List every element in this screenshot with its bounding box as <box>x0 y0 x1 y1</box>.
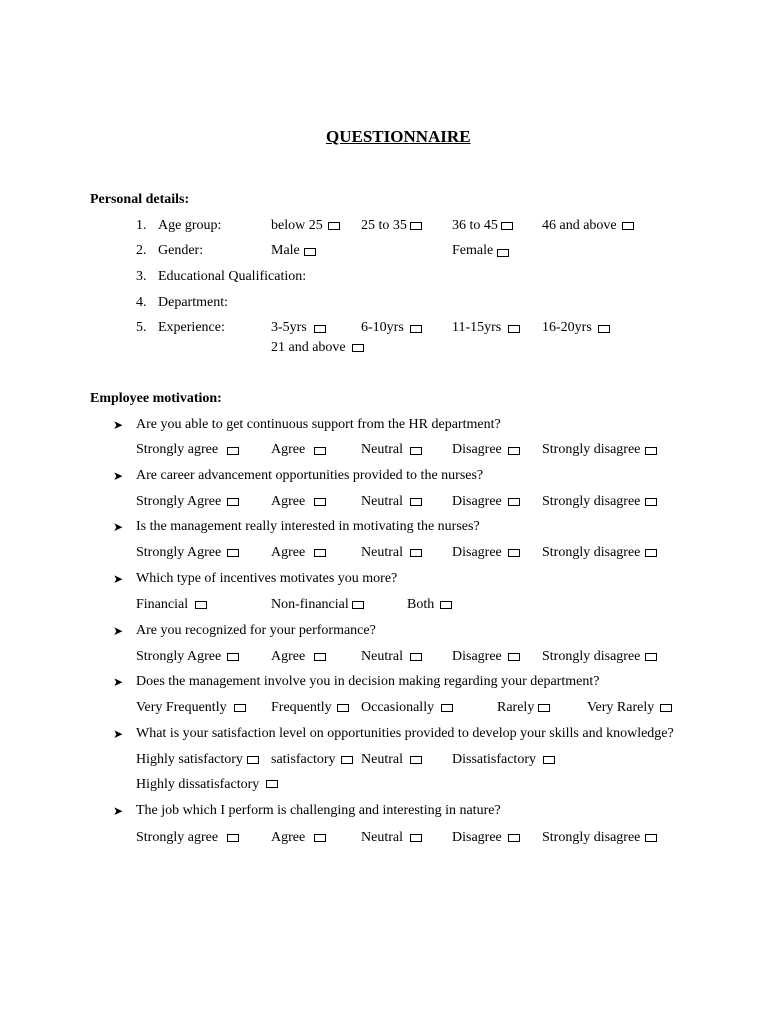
arrowhead-bullet-icon: ➤ <box>113 804 124 818</box>
item-number: 3. <box>136 269 147 284</box>
option-label: Disagree <box>452 649 502 664</box>
question-text: Are you recognized for your performance? <box>136 623 376 638</box>
option-label: Neutral <box>361 752 403 767</box>
page-title: QUESTIONNAIRE <box>326 127 471 146</box>
option-label: Disagree <box>452 442 502 457</box>
experience-16-20-checkbox[interactable] <box>598 325 610 333</box>
question-text: Which type of incentives motivates you more? <box>136 571 398 586</box>
q8-strongly-disagree-checkbox[interactable] <box>645 834 657 842</box>
experience-option-label: 21 and above <box>271 340 346 355</box>
q7-dissatisfactory-checkbox[interactable] <box>543 756 555 764</box>
gender-male-checkbox[interactable] <box>304 248 316 256</box>
question-text: Are career advancement opportunities provided to the nurses? <box>136 468 484 483</box>
option-label: Strongly disagree <box>542 494 641 509</box>
option-label: Rarely <box>497 700 535 715</box>
age-25-35-checkbox[interactable] <box>410 222 422 230</box>
personal-details-heading: Personal details: <box>90 192 190 207</box>
age-option-label: below 25 <box>271 218 323 233</box>
option-label: Strongly agree <box>136 830 219 845</box>
experience-option-label: 3-5yrs <box>271 320 307 335</box>
q6-rarely-checkbox[interactable] <box>538 704 550 712</box>
q7-satisfactory-checkbox[interactable] <box>341 756 353 764</box>
option-label: Dissatisfactory <box>452 752 536 767</box>
age-36-45-checkbox[interactable] <box>501 222 513 230</box>
gender-option-label: Female <box>452 243 494 258</box>
experience-11-15-checkbox[interactable] <box>508 325 520 333</box>
q6-very-rarely-checkbox[interactable] <box>660 704 672 712</box>
option-label: Strongly Agree <box>136 649 222 664</box>
question-text: Are you able to get continuous support from the HR department? <box>136 417 501 432</box>
q5-strongly-disagree-checkbox[interactable] <box>645 653 657 661</box>
option-label: Disagree <box>452 830 502 845</box>
arrowhead-bullet-icon: ➤ <box>113 675 124 689</box>
q3-disagree-checkbox[interactable] <box>508 549 520 557</box>
item-number: 4. <box>136 295 147 310</box>
q3-neutral-checkbox[interactable] <box>410 549 422 557</box>
q8-strongly-agree-checkbox[interactable] <box>227 834 239 842</box>
q1-strongly-agree-checkbox[interactable] <box>227 447 239 455</box>
q3-strongly-disagree-checkbox[interactable] <box>645 549 657 557</box>
option-label: Frequently <box>271 700 332 715</box>
option-label: Strongly disagree <box>542 830 641 845</box>
employee-motivation-heading: Employee motivation: <box>90 391 222 406</box>
experience-21-above-checkbox[interactable] <box>352 344 364 352</box>
option-label: Both <box>407 597 435 612</box>
option-label: Strongly disagree <box>542 545 641 560</box>
q7-neutral-checkbox[interactable] <box>410 756 422 764</box>
q2-agree-checkbox[interactable] <box>314 498 326 506</box>
experience-label: Experience: <box>158 320 225 335</box>
arrowhead-bullet-icon: ➤ <box>113 520 124 534</box>
age-46-above-checkbox[interactable] <box>622 222 634 230</box>
age-option-label: 36 to 45 <box>452 218 498 233</box>
option-label: Agree <box>271 545 306 560</box>
option-label: Disagree <box>452 494 502 509</box>
q8-neutral-checkbox[interactable] <box>410 834 422 842</box>
experience-6-10-checkbox[interactable] <box>410 325 422 333</box>
q5-agree-checkbox[interactable] <box>314 653 326 661</box>
question-text: Is the management really interested in motivating the nurses? <box>136 519 480 534</box>
option-label: Strongly Agree <box>136 494 222 509</box>
department-label: Department: <box>158 295 228 310</box>
option-label: Occasionally <box>361 700 435 715</box>
option-label: Agree <box>271 442 306 457</box>
option-label: Agree <box>271 649 306 664</box>
q7-highly-dissatisfactory-checkbox[interactable] <box>266 780 278 788</box>
q5-strongly-agree-checkbox[interactable] <box>227 653 239 661</box>
experience-option-label: 16-20yrs <box>542 320 592 335</box>
option-label: Neutral <box>361 830 403 845</box>
q6-frequently-checkbox[interactable] <box>337 704 349 712</box>
q7-highly-satisfactory-checkbox[interactable] <box>247 756 259 764</box>
gender-female-checkbox[interactable] <box>497 249 509 257</box>
option-label: satisfactory <box>271 752 336 767</box>
q4-non-financial-checkbox[interactable] <box>352 601 364 609</box>
arrowhead-bullet-icon: ➤ <box>113 727 124 741</box>
q5-neutral-checkbox[interactable] <box>410 653 422 661</box>
question-text: Does the management involve you in decision making regarding your department? <box>136 674 600 689</box>
q6-occasionally-checkbox[interactable] <box>441 704 453 712</box>
option-label: Disagree <box>452 545 502 560</box>
option-label: Very Frequently <box>136 700 227 715</box>
q8-agree-checkbox[interactable] <box>314 834 326 842</box>
arrowhead-bullet-icon: ➤ <box>113 572 124 586</box>
age-group-label: Age group: <box>158 218 222 233</box>
age-below-25-checkbox[interactable] <box>328 222 340 230</box>
option-label: Strongly Agree <box>136 545 222 560</box>
q2-neutral-checkbox[interactable] <box>410 498 422 506</box>
education-label: Educational Qualification: <box>158 269 307 284</box>
q1-disagree-checkbox[interactable] <box>508 447 520 455</box>
option-label: Neutral <box>361 649 403 664</box>
option-label: Neutral <box>361 494 403 509</box>
arrowhead-bullet-icon: ➤ <box>113 624 124 638</box>
q1-strongly-disagree-checkbox[interactable] <box>645 447 657 455</box>
option-label: Highly dissatisfactory <box>136 777 260 792</box>
experience-3-5-checkbox[interactable] <box>314 325 326 333</box>
gender-option-label: Male <box>271 243 300 258</box>
option-label: Neutral <box>361 442 403 457</box>
age-option-label: 46 and above <box>542 218 617 233</box>
q3-agree-checkbox[interactable] <box>314 549 326 557</box>
q6-very-frequently-checkbox[interactable] <box>234 704 246 712</box>
item-number: 5. <box>136 320 147 335</box>
q8-disagree-checkbox[interactable] <box>508 834 520 842</box>
option-label: Neutral <box>361 545 403 560</box>
experience-option-label: 11-15yrs <box>452 320 502 335</box>
question-text: The job which I perform is challenging and interesting in nature? <box>136 803 501 818</box>
q1-agree-checkbox[interactable] <box>314 447 326 455</box>
q4-financial-checkbox[interactable] <box>195 601 207 609</box>
experience-option-label: 6-10yrs <box>361 320 404 335</box>
q2-strongly-disagree-checkbox[interactable] <box>645 498 657 506</box>
option-label: Very Rarely <box>587 700 655 715</box>
age-option-label: 25 to 35 <box>361 218 407 233</box>
option-label: Financial <box>136 597 189 612</box>
item-number: 2. <box>136 243 147 258</box>
arrowhead-bullet-icon: ➤ <box>113 469 124 483</box>
option-label: Agree <box>271 830 306 845</box>
gender-label: Gender: <box>158 243 204 258</box>
option-label: Non-financial <box>271 597 349 612</box>
q1-neutral-checkbox[interactable] <box>410 447 422 455</box>
q2-disagree-checkbox[interactable] <box>508 498 520 506</box>
question-text: What is your satisfaction level on opportunities provided to develop your skills and knowledge? <box>136 726 674 741</box>
option-label: Strongly disagree <box>542 649 641 664</box>
option-label: Strongly agree <box>136 442 219 457</box>
q3-strongly-agree-checkbox[interactable] <box>227 549 239 557</box>
item-number: 1. <box>136 218 147 233</box>
option-label: Strongly disagree <box>542 442 641 457</box>
option-label: Highly satisfactory <box>136 752 243 767</box>
q5-disagree-checkbox[interactable] <box>508 653 520 661</box>
q2-strongly-agree-checkbox[interactable] <box>227 498 239 506</box>
arrowhead-bullet-icon: ➤ <box>113 418 124 432</box>
option-label: Agree <box>271 494 306 509</box>
q4-both-checkbox[interactable] <box>440 601 452 609</box>
